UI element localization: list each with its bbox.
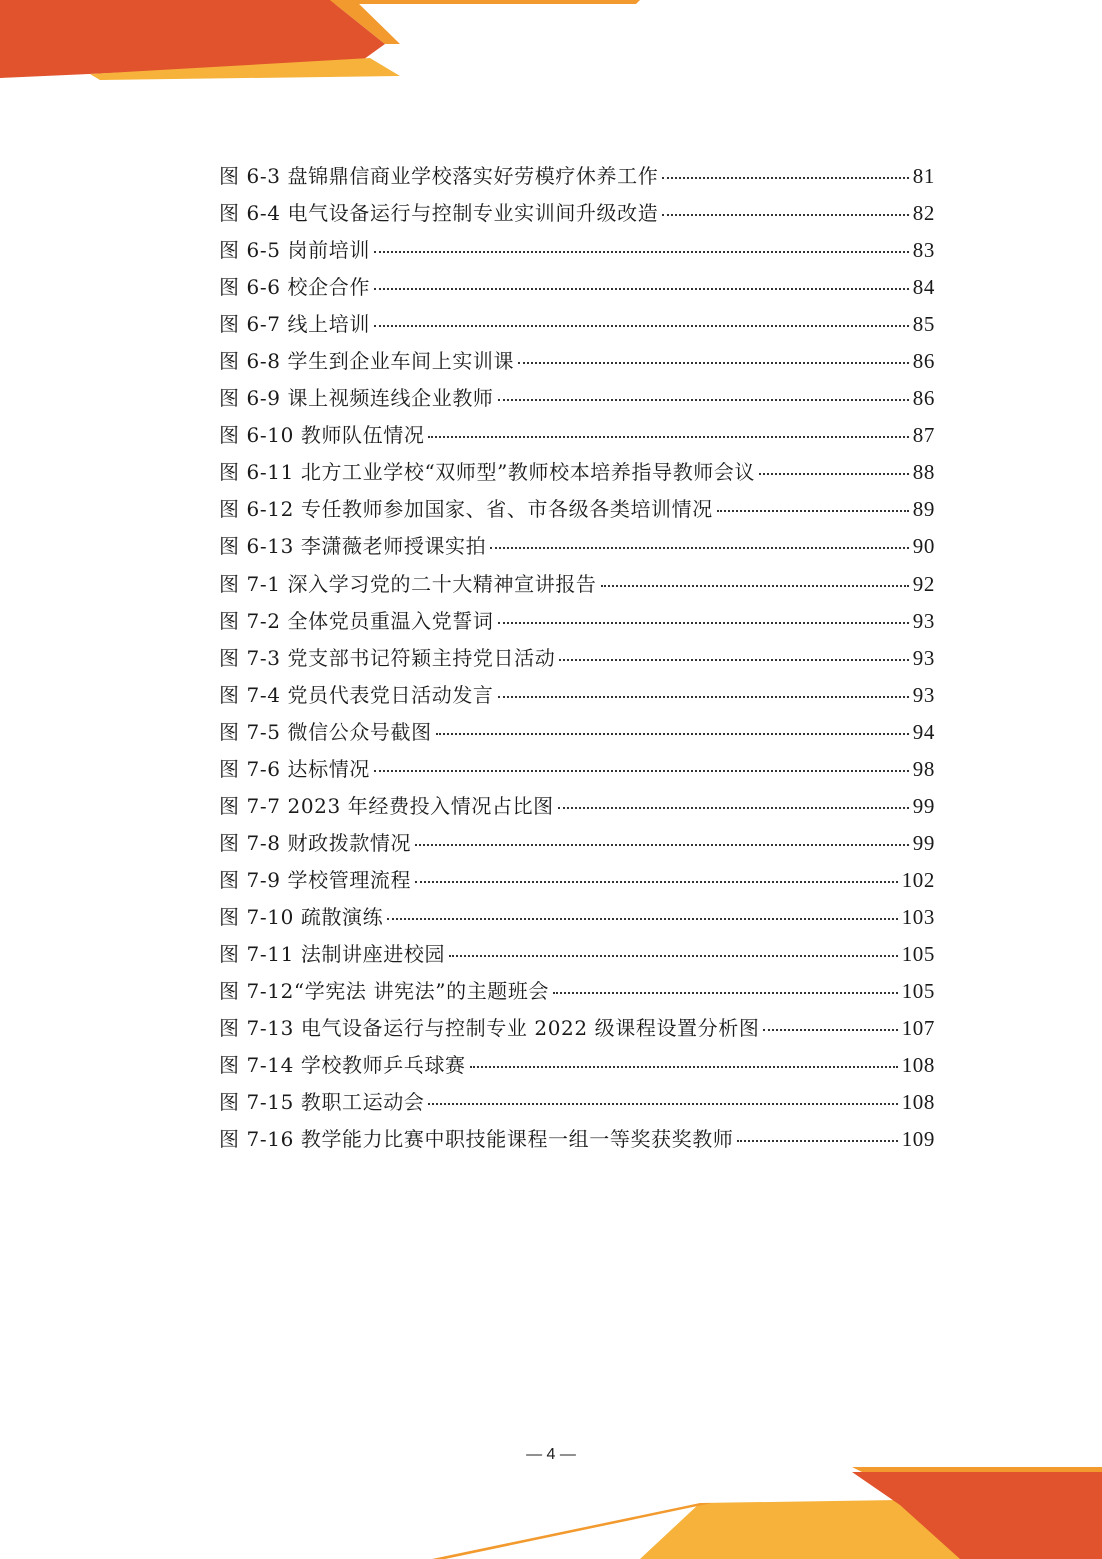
toc-entry-page: 93 [912, 645, 935, 670]
toc-dot-leader [498, 696, 909, 698]
toc-dot-leader [415, 844, 909, 846]
toc-entry-page: 89 [912, 497, 935, 522]
toc-entry-title: 图 7-2 全体党员重温入党誓词 [219, 608, 494, 633]
toc-entry[interactable] [219, 345, 935, 382]
toc-entry-title: 图 6-13 李潇薇老师授课实拍 [219, 534, 487, 559]
toc-entry-title: 图 7-11 法制讲座进校园 [219, 941, 446, 966]
toc-entry-page: 84 [912, 275, 935, 300]
toc-dot-leader [763, 1029, 897, 1031]
toc-dot-leader [415, 881, 898, 883]
toc-entry-title: 图 7-12“学宪法 讲宪法”的主题班会 [219, 979, 550, 1004]
toc-entry[interactable] [219, 790, 935, 827]
toc-entry[interactable] [219, 493, 935, 530]
toc-dot-leader [498, 399, 909, 401]
toc-entry-title: 图 6-8 学生到企业车间上实训课 [219, 349, 515, 374]
toc-entry[interactable] [219, 197, 935, 234]
toc-entry-page: 99 [912, 793, 935, 818]
toc-entry-title: 图 7-10 疏散演练 [219, 904, 384, 929]
toc-dot-leader [374, 288, 909, 290]
toc-entry-page: 105 [901, 941, 935, 966]
toc-entry-page: 87 [912, 423, 935, 448]
header-orange-wedge [330, 0, 400, 44]
toc-dot-leader [374, 325, 909, 327]
toc-entry-title: 图 6-9 课上视频连线企业教师 [219, 386, 494, 411]
toc-entry[interactable] [219, 605, 935, 642]
toc-entry[interactable] [219, 901, 935, 938]
toc-dot-leader [428, 436, 908, 438]
toc-entry[interactable] [219, 1012, 935, 1049]
toc-dot-leader [490, 547, 909, 549]
toc-entry-title: 图 6-4 电气设备运行与控制专业实训间升级改造 [219, 201, 659, 226]
toc-dot-leader [428, 1103, 897, 1105]
toc-dot-leader [553, 992, 898, 994]
toc-entry-title: 图 7-14 学校教师乒乓球赛 [219, 1053, 466, 1078]
toc-dot-leader [374, 251, 909, 253]
toc-dot-leader [436, 733, 909, 735]
footer-yellow-band [640, 1497, 1102, 1559]
toc-entry-title: 图 7-6 达标情况 [219, 756, 370, 781]
toc-entry-title: 图 6-3 盘锦鼎信商业学校落实好劳模疗休养工作 [219, 164, 659, 188]
toc-entry-page: 99 [912, 830, 935, 855]
footer-red-band [852, 1472, 1102, 1559]
toc-dot-leader [559, 659, 908, 661]
toc-entry[interactable] [219, 716, 935, 753]
toc-entry-page: 85 [912, 312, 935, 337]
toc-entry[interactable] [219, 938, 935, 975]
toc-entry-page: 93 [912, 682, 935, 707]
toc-entry-title: 图 7-4 党员代表党日活动发言 [219, 682, 494, 707]
figure-list-toc [219, 160, 935, 1160]
footer-orange-line [432, 1503, 712, 1559]
toc-entry-title: 图 6-10 教师队伍情况 [219, 423, 425, 448]
toc-dot-leader [374, 770, 909, 772]
toc-entry-title: 图 7-3 党支部书记符颖主持党日活动 [219, 645, 556, 670]
toc-entry[interactable] [219, 864, 935, 901]
toc-entry-title: 图 6-11 北方工业学校“双师型”教师校本培养指导教师会议 [219, 460, 756, 485]
toc-dot-leader [387, 918, 897, 920]
toc-entry[interactable] [219, 160, 935, 197]
toc-entry[interactable] [219, 530, 935, 567]
toc-entry[interactable] [219, 382, 935, 419]
toc-entry-page: 98 [912, 756, 935, 781]
toc-entry[interactable] [219, 271, 935, 308]
toc-entry[interactable] [219, 1123, 935, 1160]
toc-entry-title: 图 7-5 微信公众号截图 [219, 719, 432, 744]
toc-entry-page: 109 [901, 1127, 935, 1152]
toc-entry[interactable] [219, 975, 935, 1012]
toc-entry-title: 图 7-9 学校管理流程 [219, 867, 412, 892]
toc-entry[interactable] [219, 456, 935, 493]
toc-dot-leader [558, 807, 909, 809]
header-orange-strip [0, 0, 640, 4]
toc-entry-page: 94 [912, 719, 935, 744]
toc-entry[interactable] [219, 1086, 935, 1123]
toc-entry[interactable] [219, 753, 935, 790]
toc-entry[interactable] [219, 679, 935, 716]
toc-entry-page: 105 [901, 979, 935, 1004]
toc-dot-leader [662, 214, 908, 216]
footer-orange-top [852, 1467, 1102, 1472]
toc-entry-title: 图 6-7 线上培训 [219, 312, 370, 337]
toc-entry-page: 83 [912, 238, 935, 263]
toc-dot-leader [759, 473, 909, 475]
toc-entry[interactable] [219, 642, 935, 679]
toc-entry-title: 图 7-13 电气设备运行与控制专业 2022 级课程设置分析图 [219, 1016, 760, 1041]
toc-dot-leader [601, 585, 909, 587]
toc-entry-title: 图 7-16 教学能力比赛中职技能课程一组一等奖获奖教师 [219, 1127, 734, 1152]
toc-entry-title: 图 6-12 专任教师参加国家、省、市各级各类培训情况 [219, 497, 713, 522]
toc-dot-leader [717, 510, 909, 512]
toc-entry-title: 图 6-6 校企合作 [219, 275, 370, 300]
toc-entry-title: 图 7-1 深入学习党的二十大精神宣讲报告 [219, 571, 597, 596]
toc-dot-leader [662, 177, 908, 179]
toc-dot-leader [449, 955, 898, 957]
toc-entry-page: 86 [912, 349, 935, 374]
toc-entry[interactable] [219, 568, 935, 605]
toc-entry-page: 86 [912, 386, 935, 411]
toc-entry[interactable] [219, 234, 935, 271]
toc-entry[interactable] [219, 419, 935, 456]
header-yellow-tail [90, 58, 400, 80]
toc-entry-title: 图 7-8 财政拨款情况 [219, 830, 412, 855]
toc-dot-leader [518, 362, 909, 364]
toc-entry-page: 103 [901, 904, 935, 929]
page-number: — 4 — [526, 1446, 576, 1463]
toc-entry-page: 88 [912, 460, 935, 485]
toc-entry-title: 图 7-7 2023 年经费投入情况占比图 [219, 793, 554, 818]
toc-entry-page: 108 [901, 1090, 935, 1115]
toc-entry[interactable] [219, 827, 935, 864]
toc-entry-page: 107 [901, 1016, 935, 1041]
toc-entry-page: 92 [912, 571, 935, 596]
toc-dot-leader [470, 1066, 898, 1068]
toc-dot-leader [498, 622, 909, 624]
toc-entry-page: 90 [912, 534, 935, 559]
toc-entry-page: 81 [912, 164, 935, 188]
toc-entry-title: 图 7-15 教职工运动会 [219, 1090, 425, 1115]
toc-entry-page: 108 [901, 1053, 935, 1078]
toc-entry-title: 图 6-5 岗前培训 [219, 238, 370, 263]
toc-entry[interactable] [219, 308, 935, 345]
toc-entry[interactable] [219, 1049, 935, 1086]
header-red-band [0, 0, 385, 78]
toc-entry-page: 82 [912, 201, 935, 226]
toc-dot-leader [737, 1140, 897, 1142]
toc-entry-page: 93 [912, 608, 935, 633]
toc-entry-page: 102 [901, 867, 935, 892]
